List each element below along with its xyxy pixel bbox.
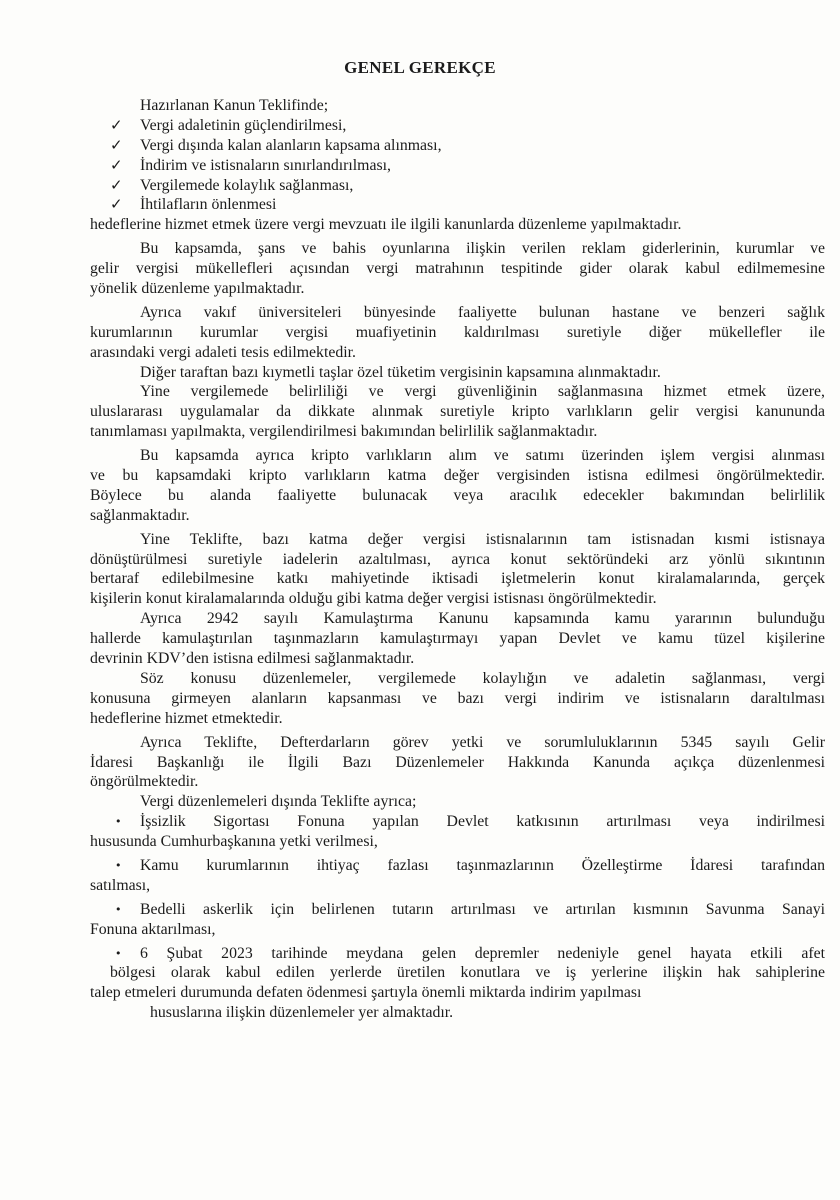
text-line: Diğer taraftan bazı kıymetli taşlar özel tüketim vergisinin kapsamına alınmaktadır. <box>140 363 661 381</box>
text-line: gelir vergisi mükellefleri açısından vergi matrahının tespitinde gider olarak kabul edilmemesine <box>90 260 825 278</box>
text-line: tanımlaması yapılmakta, vergilendirilmesi bakımından belirlilik sağlanmaktadır. <box>90 423 598 441</box>
text-line: bertaraf edilebilmesine katkı mahiyetinde iktisadi işletmelerin konut kiralamalarında, gerçek <box>90 570 825 588</box>
text-line: İdaresi Başkanlığı ile İlgili Bazı Düzenlemeler Hakkında Kanunda açıkça düzenlenmesi <box>90 753 825 771</box>
text-line: Fonuna aktarılması, <box>90 920 216 938</box>
text-line: Bu kapsamda, şans ve bahis oyunlarına ilişkin verilen reklam giderlerinin, kurumlar ve <box>140 240 825 258</box>
text-line: talep etmeleri durumunda defaten ödenmesi şartıyla önemli miktarda indirim yapılması <box>90 984 642 1002</box>
checkmark-icon: ✓ <box>110 155 123 174</box>
goal-item: ✓ İndirim ve istisnaların sınırlandırılması, <box>110 155 391 174</box>
text-line: bölgesi olarak kabul edilen yerlerde üretilen konutlara ve iş yerlerine ilişkin hak sahiplerine <box>110 964 825 982</box>
text-line: ve bu kapsamdaki kripto varlıkların katma değer vergisinden istisna edilmesi öngörülmektedir. <box>90 467 825 485</box>
checkmark-icon: ✓ <box>110 195 123 214</box>
text-line: Ayrıca 2942 sayılı Kamulaştırma Kanunu kapsamında kamu yararının bulunduğu <box>140 610 825 628</box>
text-line: satılması, <box>90 876 151 894</box>
text-line: hususlarına ilişkin düzenlemeler yer almaktadır. <box>150 1004 454 1022</box>
bullet-item: • Bedelli askerlik için belirlenen tutarın artırılması ve artırılan kısmının Savunma Sanayi <box>115 900 825 918</box>
text-line: Böylece bu alanda faaliyette bulunacak veya aracılık edecekler bakımından belirlilik <box>90 486 825 504</box>
bullet-item: • 6 Şubat 2023 tarihinde meydana gelen depremler nedeniyle genel hayata etkili afet <box>115 944 825 962</box>
goal-item: ✓ Vergilemede kolaylık sağlanması, <box>110 175 354 194</box>
text-line: hedeflerine hizmet etmek üzere vergi mevzuatı ile ilgili kanunlarda düzenleme yapılmaktadır. <box>90 216 682 234</box>
text-line: konusuna girmeyen alanların kapsanması ve bazı vergi indirim ve istisnaların daraltılması <box>90 689 825 707</box>
text-line: Yine Teklifte, bazı katma değer vergisi istisnalarının tam istisnadan kısmi istisnaya <box>140 530 825 548</box>
text-line: hallerde kamulaştırılan taşınmazların kamulaştırmayı yapan Devlet ve kamu tüzel kişilerine <box>90 630 825 648</box>
intro-line: Hazırlanan Kanun Teklifinde; <box>140 97 329 114</box>
bullet-icon: • <box>115 858 122 872</box>
goal-item: ✓ Vergi adaletinin güçlendirilmesi, <box>110 115 347 134</box>
text-line: Bu kapsamda ayrıca kripto varlıkların alım ve satımı üzerinden işlem vergisi alınması <box>140 447 825 465</box>
text-line: hedeflerine hizmet etmektedir. <box>90 709 283 727</box>
text-line: hususunda Cumhurbaşkanına yetki verilmesi, <box>90 833 378 851</box>
bullet-icon: • <box>115 946 122 960</box>
checkmark-icon: ✓ <box>110 115 123 134</box>
text-line: Söz konusu düzenlemeler, vergilemede kolaylığın ve adaletin sağlanması, vergi <box>140 669 825 687</box>
text-line: kurumlarının kurumlar vergisi muafiyetinin kaldırılması suretiyle diğer mükellefler ile <box>90 323 825 341</box>
bullet-icon: • <box>115 902 122 916</box>
text-line: uluslararası uygulamalar da dikkate alınmak suretiyle kripto varlıkların gelir vergisi kanununda <box>90 403 825 421</box>
text-line: Vergi düzenlemeleri dışında Teklifte ayrıca; <box>140 793 417 811</box>
bullet-icon: • <box>115 815 122 829</box>
text-line: Ayrıca vakıf üniversiteleri bünyesinde faaliyette bulunan hastane ve benzeri sağlık <box>140 303 825 321</box>
text-line: kişilerin konut kiralamalarında olduğu gibi katma değer vergisi istisnası öngörülmektedir. <box>90 590 657 608</box>
text-line: yönelik düzenleme yapılmaktadır. <box>90 280 305 298</box>
text-line: öngörülmektedir. <box>90 773 199 791</box>
text-line: devrinin KDV’den istisna edilmesi sağlanmaktadır. <box>90 650 415 668</box>
goal-item: ✓ Vergi dışında kalan alanların kapsama alınması, <box>110 135 442 154</box>
checkmark-icon: ✓ <box>110 175 123 194</box>
document-body <box>90 96 825 1023</box>
text-line: Yine vergilemede belirliliği ve vergi güvenliğinin sağlanmasına hizmet etmek üzere, <box>140 383 825 401</box>
text-line: dönüştürülmesi suretiyle iadelerin azaltılması, ayrıca konut sektöründeki arz yönlü sıkıntının <box>90 550 825 568</box>
text-line: sağlanmaktadır. <box>90 506 190 524</box>
bullet-item: • İşsizlik Sigortası Fonuna yapılan Devlet katkısının artırılması veya indirilmesi <box>115 813 825 831</box>
document-title: GENEL GEREKÇE <box>344 58 496 77</box>
checkmark-icon: ✓ <box>110 135 123 154</box>
text-line: Ayrıca Teklifte, Defterdarların görev yetki ve sorumluluklarının 5345 sayılı Gelir <box>140 733 825 751</box>
bullet-item: • Kamu kurumlarının ihtiyaç fazlası taşınmazlarının Özelleştirme İdaresi tarafından <box>115 856 825 874</box>
goal-item: ✓ İhtilafların önlenmesi <box>110 195 277 214</box>
text-line: arasındaki vergi adaleti tesis edilmektedir. <box>90 343 356 361</box>
